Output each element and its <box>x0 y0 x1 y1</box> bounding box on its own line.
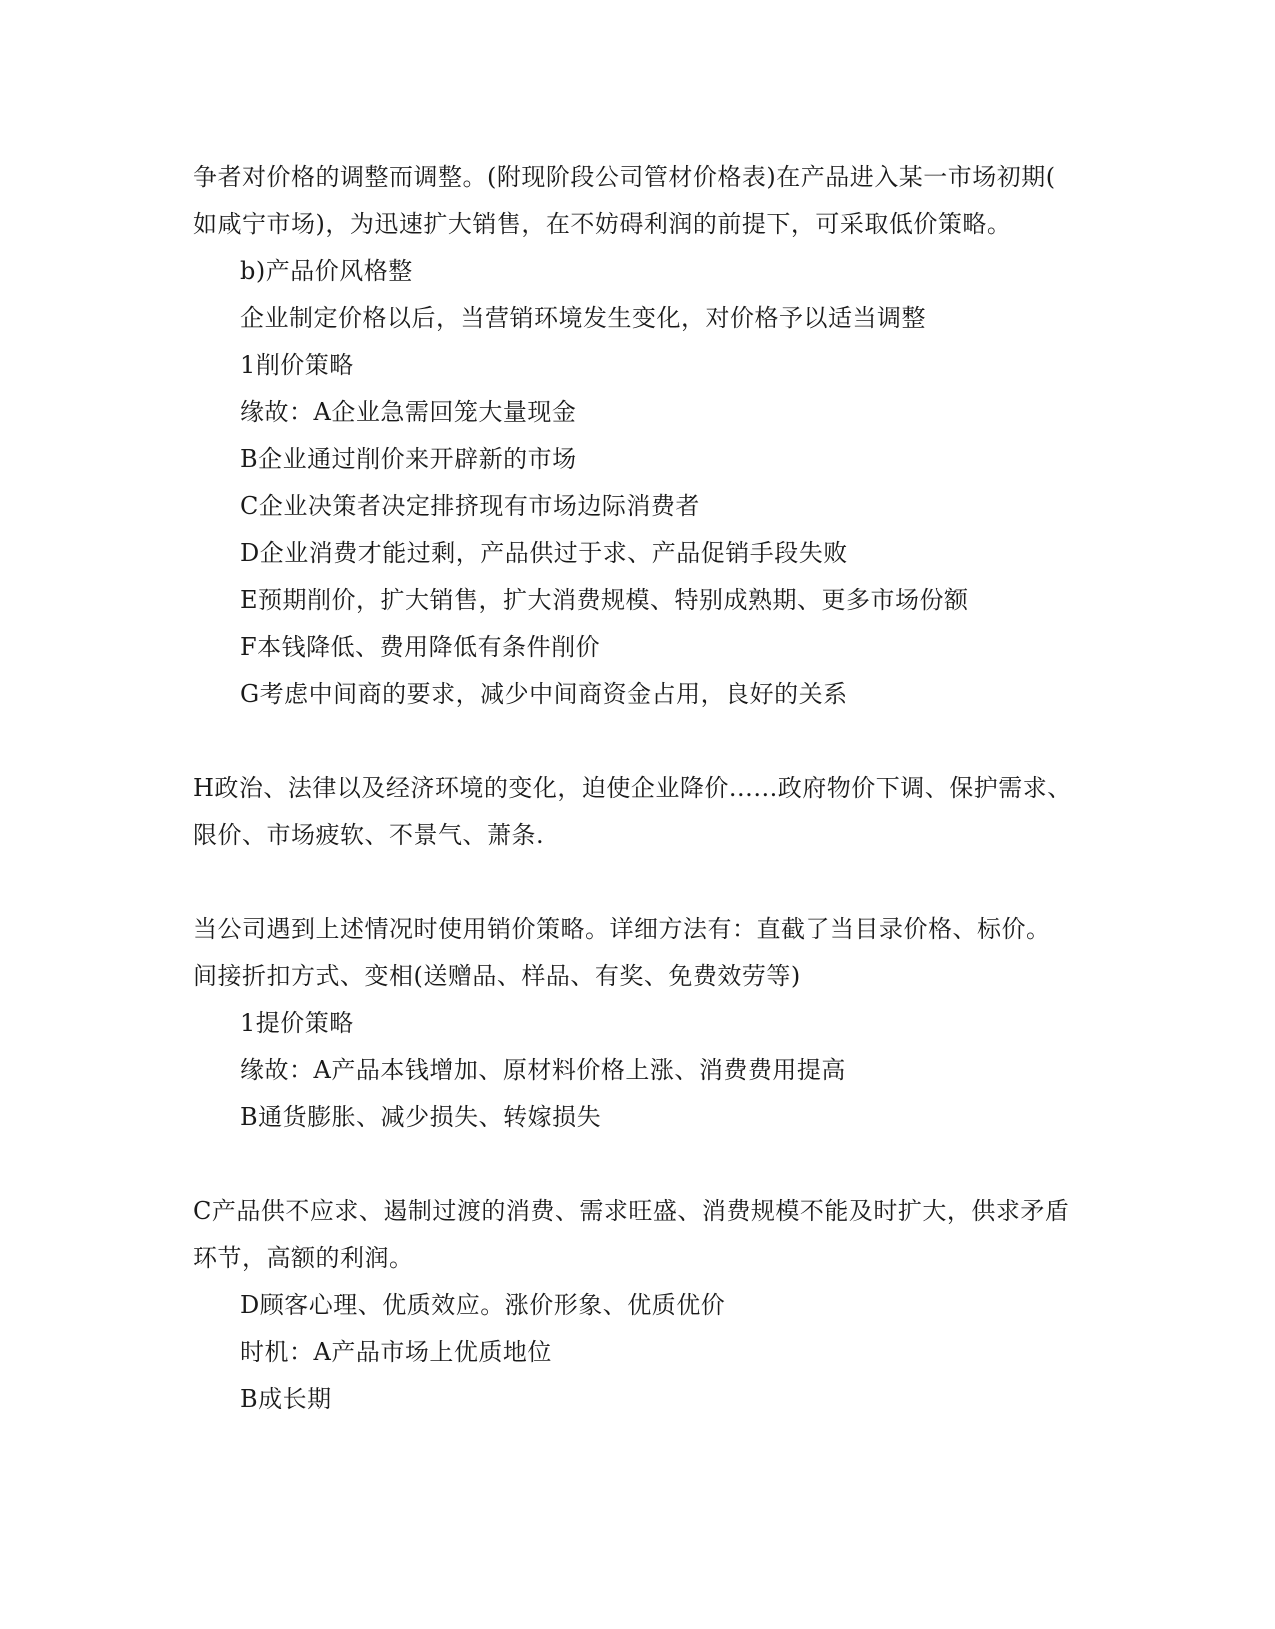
list-item: 缘故：A产品本钱增加、原材料价格上涨、消费费用提高 <box>240 1056 846 1084</box>
list-item: D顾客心理、优质效应。涨价形象、优质优价 <box>240 1291 726 1319</box>
paragraph-line: 限价、市场疲软、不景气、萧条. <box>193 821 545 849</box>
paragraph-line: 间接折扣方式、变相(送赠品、样品、有奖、免费效劳等) <box>193 962 801 990</box>
paragraph-line: 环节，高额的利润。 <box>193 1244 414 1272</box>
paragraph-line: 企业制定价格以后，当营销环境发生变化，对价格予以适当调整 <box>240 304 926 332</box>
list-item: C企业决策者决定排挤现有市场边际消费者 <box>240 492 700 520</box>
list-item: D企业消费才能过剩，产品供过于求、产品促销手段失败 <box>240 539 848 567</box>
list-item: 时机：A产品市场上优质地位 <box>240 1338 552 1366</box>
list-item: 缘故：A企业急需回笼大量现金 <box>240 398 577 426</box>
list-item: C产品供不应求、遏制过渡的消费、需求旺盛、消费规模不能及时扩大，供求矛盾 <box>193 1197 1070 1225</box>
paragraph-line: 如咸宁市场)，为迅速扩大销售，在不妨碍利润的前提下，可采取低价策略。 <box>193 210 1012 238</box>
subsection-heading: 1提价策略 <box>240 1009 354 1037</box>
list-item: E预期削价，扩大销售，扩大消费规模、特别成熟期、更多市场份额 <box>240 586 969 614</box>
list-item: B通货膨胀、减少损失、转嫁损失 <box>240 1103 602 1131</box>
list-item: B成长期 <box>240 1385 332 1413</box>
list-item: G考虑中间商的要求，减少中间商资金占用，良好的关系 <box>240 680 848 708</box>
subsection-heading: 1削价策略 <box>240 351 354 379</box>
list-item: H政治、法律以及经济环境的变化，迫使企业降价......政府物价下调、保护需求、 <box>193 774 1072 802</box>
list-item: B企业通过削价来开辟新的市场 <box>240 445 577 473</box>
section-heading: b)产品价风格整 <box>240 257 413 285</box>
paragraph-line: 争者对价格的调整而调整。(附现阶段公司管材价格表)在产品进入某一市场初期( <box>193 163 1056 191</box>
list-item: F本钱降低、费用降低有条件削价 <box>240 633 601 661</box>
paragraph-line: 当公司遇到上述情况时使用销价策略。详细方法有：直截了当目录价格、标价。 <box>193 915 1051 943</box>
